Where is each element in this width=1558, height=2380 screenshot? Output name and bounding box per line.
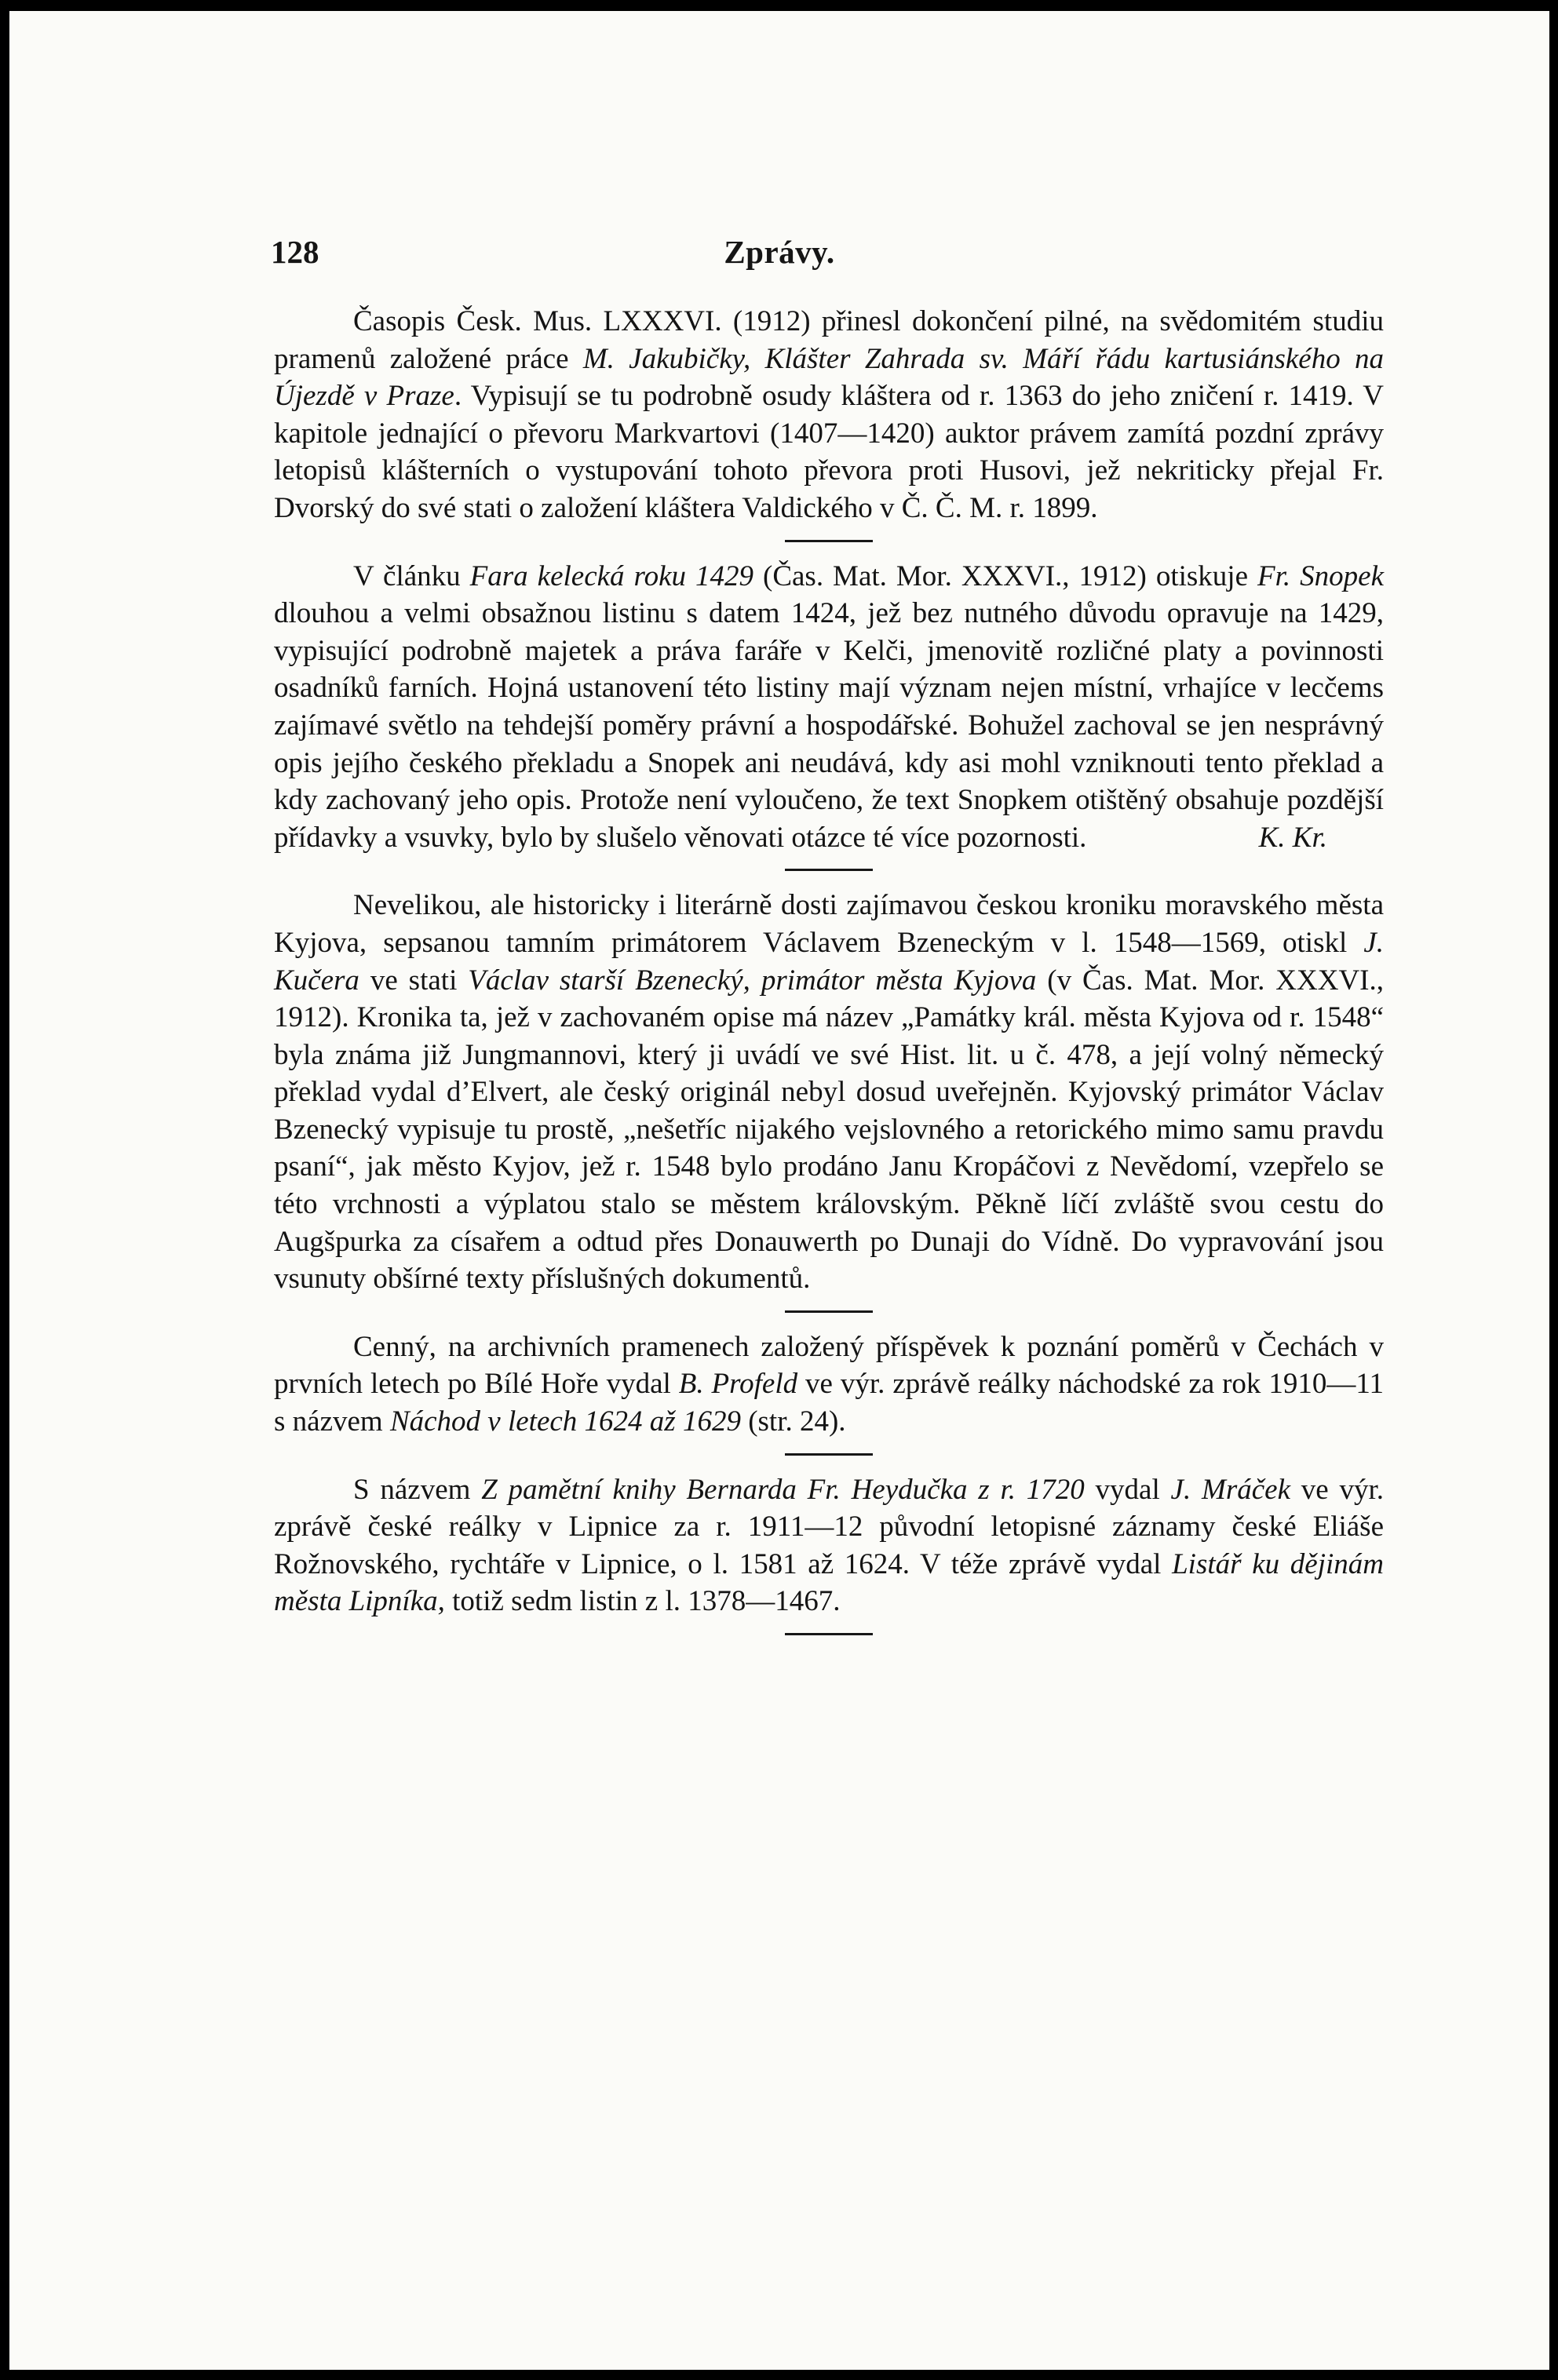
author-signature: K. Kr.	[1258, 821, 1327, 854]
paragraph-casopis	[274, 303, 1384, 527]
italic-author: J. Mráček	[1170, 1473, 1290, 1506]
section-divider	[785, 1633, 873, 1635]
document-page	[9, 11, 1549, 2370]
paragraph-kyjov	[274, 887, 1384, 1298]
section-divider	[785, 1310, 873, 1313]
text-segment: V článku	[353, 559, 470, 592]
text-segment: Časopis Česk. Mus. LXXXVI. (1912) přinesl dokončení pilné, na svědomitém studiu pramenů založené práce	[274, 305, 1384, 375]
page-header	[9, 233, 1549, 269]
running-title: Zprávy.	[724, 234, 835, 270]
page-number: 128	[271, 234, 319, 270]
paragraph-lipnice	[274, 1471, 1384, 1620]
italic-author: B. Profeld	[678, 1368, 798, 1401]
italic-title: Z pamětní knihy Bernarda Fr. Heydučka z r. 1720	[481, 1473, 1085, 1506]
section-divider	[785, 869, 873, 871]
text-segment: ve výr. zprávě reálky náchodské za rok 1910—11 s názvem	[274, 1368, 1384, 1438]
text-segment: dlouhou a velmi obsažnou listinu s datem 1424, jež bez nutného důvodu opravuje na 1429, vypisující podrobně majetek a práva faráře v Kelči, jmenovitě rozličné platy a povinnosti osadníků farních. Hojná ustanovení této listiny mají význam nejen místní, vrhajíce v lecčems zajímavé světlo na tehdejší poměry právní a hospodářské. Bohužel zachoval se jen nesprávný opis jejího českého překladu a Snopek ani neudává, kdy asi mohl vzniknouti tento překlad a kdy zachovaný jeho opis. Protože není vyloučeno, že text Snopkem otištěný obsahuje pozdější přídavky a vsuvky, bylo by slušelo věnovati otázce té více pozornosti.	[274, 597, 1384, 854]
section-divider	[785, 540, 873, 542]
paragraph-fara-kelecka	[274, 558, 1384, 857]
italic-title: M. Jakubičky, Klášter Zahrada sv. Máří řádu kartusiánského na Újezdě v Praze	[274, 342, 1384, 413]
text-segment: (Čas. Mat. Mor. XXXVI., 1912) otiskuje	[753, 559, 1257, 592]
text-segment: S názvem	[353, 1473, 482, 1506]
text-segment: (str. 24).	[740, 1405, 846, 1438]
text-segment: ve stati	[359, 964, 469, 997]
text-segment: (v Čas. Mat. Mor. XXXVI., 1912). Kronika ta, jež v zachovaném opise má název „Památky král. města Kyjova od r. 1548“ byla známa již Jungmannovi, který ji uvádí ve své Hist. lit. u č. 478, a její volný německý překlad vydal d’Elvert, ale český originál nebyl dosud uveřejněn. Kyjovský primátor Václav Bzenecký vypisuje tu prostě, „nešetříc nijakého vejslovného a retorického mimo samu pravdu psaní“, jak město Kyjov, jež r. 1548 bylo prodáno Janu Kropáčovi z Nevědomí, vzepřelo se této vrchnosti a výplatou stalo se městem královským. Pěkně líčí zvláště svou cestu do Augšpurka za císařem a odtud přes Donauwerth po Dunaji do Vídně. Do vypravování jsou vsunuty obšírné texty příslušných dokumentů.	[274, 964, 1384, 1296]
italic-author: Fr. Snopek	[1257, 559, 1384, 592]
text-segment: Cenný, na archivních pramenech založený příspěvek k poznání poměrů v Čechách v prvních letech po Bílé Hoře vydal	[274, 1330, 1384, 1401]
text-segment: Nevelikou, ale historicky i literárně dosti zajímavou českou kroniku moravského města Kyjova, sepsanou tamním primátorem Václavem Bzeneckým v l. 1548—1569, otiskl	[274, 889, 1384, 959]
italic-title: Václav starší Bzenecký, primátor města Kyjova	[468, 964, 1037, 997]
paragraph-nachod	[274, 1328, 1384, 1441]
italic-title: Listář ku dějinám města Lipníka,	[274, 1547, 1384, 1618]
text-segment: vydal	[1084, 1473, 1171, 1506]
section-divider	[785, 1453, 873, 1456]
text-segment: totiž sedm listin z l. 1378—1467.	[444, 1585, 841, 1618]
italic-title: Fara kelecká roku 1429	[469, 559, 753, 592]
body-text	[274, 303, 1384, 1651]
text-segment: . Vypisují se tu podrobně osudy kláštera od r. 1363 do jeho zničení r. 1419. V kapitole jednající o převoru Markvartovi (1407—1420) auktor právem zamítá pozdní zprávy letopisů klášterních o vystupování tohoto převora proti Husovi, jež nekriticky přejal Fr. Dvorský do své stati o založení kláštera Valdického v Č. Č. M. r. 1899.	[274, 380, 1384, 524]
text-segment: ve výr. zprávě české reálky v Lipnice za r. 1911—12 původní letopisné záznamy české Eliáše Rožnovského, rychtáře v Lipnice, o l. 1581 až 1624. V téže zprávě vydal	[274, 1473, 1385, 1580]
italic-title: Náchod v letech 1624 až 1629	[389, 1405, 741, 1438]
italic-author: J. Kučera	[274, 926, 1384, 997]
